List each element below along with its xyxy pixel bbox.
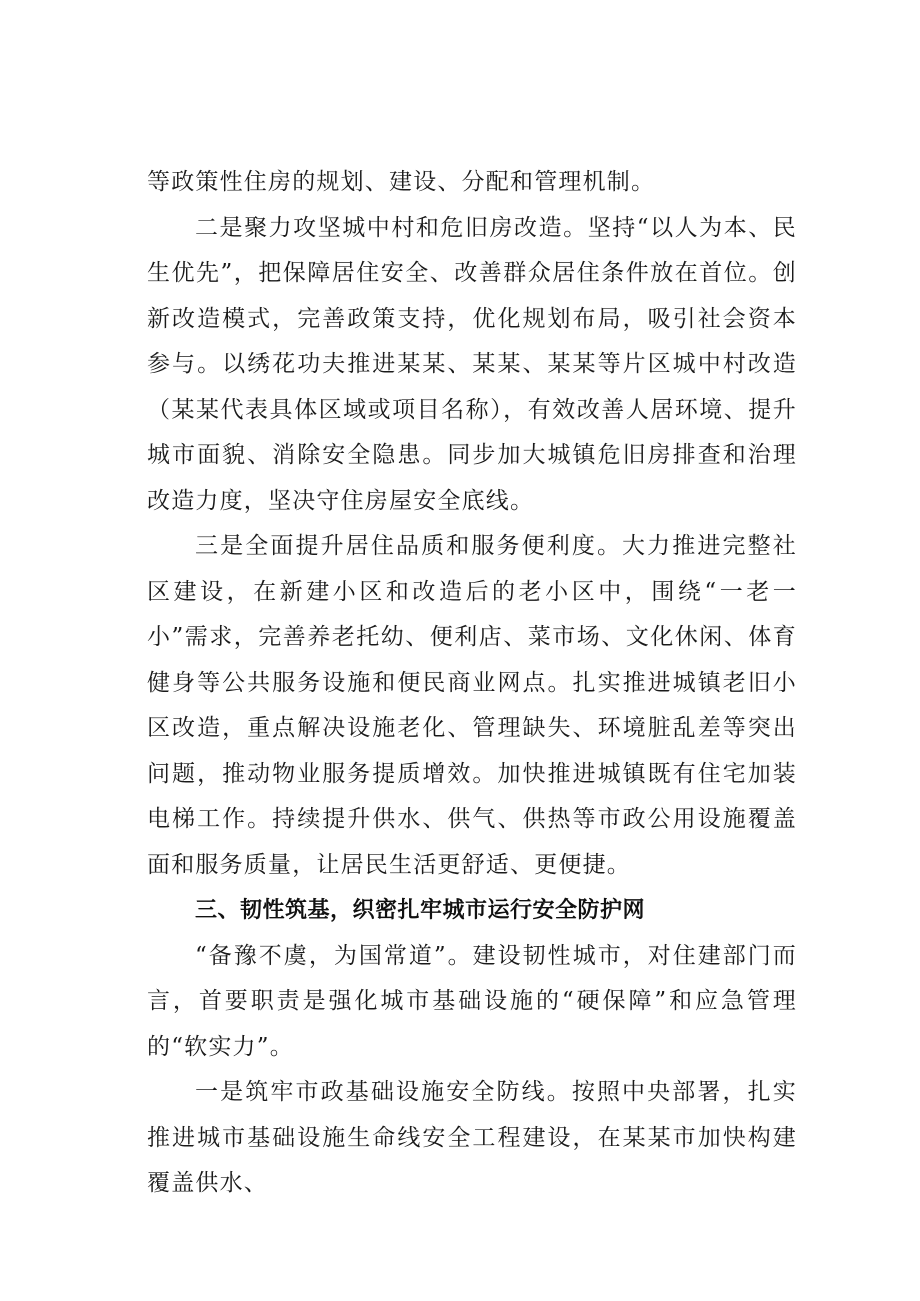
paragraph-continuation: 等政策性住房的规划、建设、分配和管理机制。 xyxy=(147,169,656,195)
section-heading-resilience: 三、韧性筑基，织密扎牢城市运行安全防护网 xyxy=(195,898,646,923)
paragraph-resilience-intro: “备豫不虞，为国常道”。建设韧性城市，对住建部门而言，首要职责是强化城市基础设施的“硬保障”和应急管理的“软实力”。 xyxy=(147,942,797,1060)
document-body xyxy=(147,160,797,1207)
paragraph-living-quality: 三是全面提升居住品质和服务便利度。大力推进完整社区建设，在新建小区和改造后的老小区中，围绕“一老一小”需求，完善养老托幼、便利店、菜市场、文化休闲、体育健身等公共服务设施和便民商业网点。扎实推进城镇老旧小区改造，重点解决设施老化、管理缺失、环境脏乱差等突出问题，推动物业服务提质增效。加快推进城镇既有住宅加装电梯工作。持续提升供水、供气、供热等市政公用设施覆盖面和服务质量，让居民生活更舒适、更便捷。 xyxy=(147,533,797,878)
paragraph-infrastructure: 一是筑牢市政基础设施安全防线。按照中央部署，扎实推进城市基础设施生命线安全工程建设，在某某市加快构建覆盖供水、 xyxy=(147,1079,797,1196)
paragraph-village-renovation: 二是聚力攻坚城中村和危旧房改造。坚持“以人为本、民生优先”，把保障居住安全、改善群众居住条件放在首位。创新改造模式，完善政策支持，优化规划布局，吸引社会资本参与。以绣花功夫推进某某、某某、某某等片区城中村改造（某某代表具体区域或项目名称），有效改善人居环境、提升城市面貌、消除安全隐患。同步加大城镇危旧房排查和治理改造力度，坚决守住房屋安全底线。 xyxy=(147,214,797,514)
